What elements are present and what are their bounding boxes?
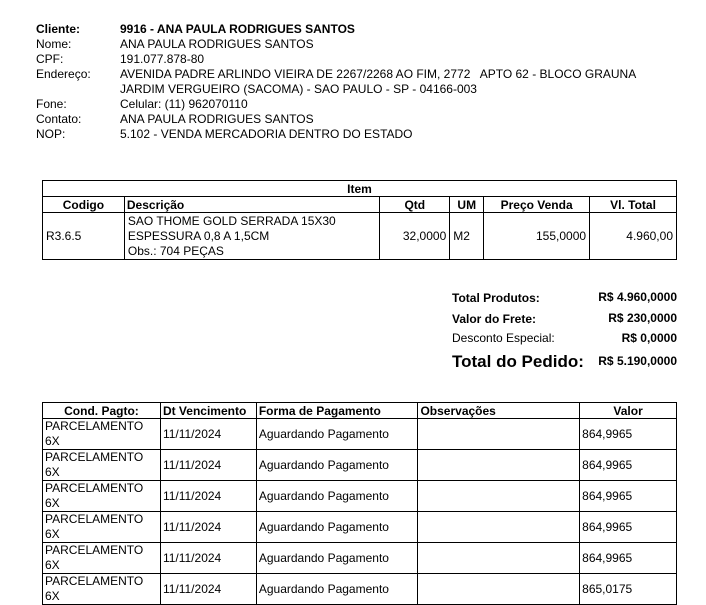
contato-value: ANA PAULA RODRIGUES SANTOS <box>120 112 314 126</box>
payment-venc: 11/11/2024 <box>160 450 256 481</box>
cpf-label: CPF: <box>36 52 64 66</box>
payment-venc: 11/11/2024 <box>160 419 256 450</box>
payment-row <box>43 512 677 543</box>
col-preco: Preço Venda <box>484 197 590 213</box>
item-row <box>43 213 677 260</box>
payment-venc: 11/11/2024 <box>160 481 256 512</box>
item-preco: 155,0000 <box>484 213 590 260</box>
total-produtos-value: R$ 4.960,0000 <box>598 290 677 304</box>
endereco-line1: AVENIDA PADRE ARLINDO VIEIRA DE 2267/2268 AO FIM, 2772 APTO 62 - BLOCO GRAUNA <box>120 67 637 81</box>
item-descricao <box>124 213 379 260</box>
cliente-label: Cliente: <box>36 22 81 36</box>
payment-valor: 864,9965 <box>580 481 677 512</box>
cpf-value: 191.077.878-80 <box>120 52 205 66</box>
payment-valor: 864,9965 <box>580 450 677 481</box>
total-pedido-value: R$ 5.190,0000 <box>598 354 677 368</box>
payment-valor: 865,0175 <box>580 574 677 605</box>
payment-valor: 864,9965 <box>580 543 677 574</box>
total-pedido-label: Total do Pedido: <box>452 352 584 371</box>
nome-value: ANA PAULA RODRIGUES SANTOS <box>120 37 314 51</box>
payment-cond: PARCELAMENTO 6X <box>43 481 161 512</box>
endereco-label: Endereço: <box>36 67 91 81</box>
payment-obs <box>418 543 580 574</box>
cliente-value: 9916 - ANA PAULA RODRIGUES SANTOS <box>120 22 355 36</box>
item-desc-line1: SAO THOME GOLD SERRADA 15X30 <box>127 213 336 228</box>
col-codigo: Codigo <box>43 197 125 213</box>
col-valor: Valor <box>580 403 677 419</box>
payment-row <box>43 450 677 481</box>
item-desc-line2: ESPESSURA 0,8 A 1,5CM <box>127 228 270 243</box>
fone-label: Fone: <box>36 97 67 111</box>
payment-obs <box>418 481 580 512</box>
payment-forma: Aguardando Pagamento <box>256 450 418 481</box>
col-forma-pagamento: Forma de Pagamento <box>256 403 418 419</box>
payment-row <box>43 543 677 574</box>
item-um: M2 <box>450 213 484 260</box>
payment-obs <box>418 450 580 481</box>
item-table <box>42 180 677 260</box>
payment-valor: 864,9965 <box>580 512 677 543</box>
item-desc-obs: Obs.: 704 PEÇAS <box>127 243 224 258</box>
payment-forma: Aguardando Pagamento <box>256 512 418 543</box>
payment-cond: PARCELAMENTO 6X <box>43 512 161 543</box>
col-qtd: Qtd <box>380 197 450 213</box>
payment-venc: 11/11/2024 <box>160 574 256 605</box>
col-dt-vencimento: Dt Vencimento <box>160 403 256 419</box>
payment-obs <box>418 512 580 543</box>
item-qtd: 32,0000 <box>380 213 450 260</box>
desconto-label: Desconto Especial: <box>452 331 555 345</box>
payment-cond: PARCELAMENTO 6X <box>43 574 161 605</box>
payment-cond: PARCELAMENTO 6X <box>43 543 161 574</box>
fone-value: Celular: (11) 962070110 <box>120 97 248 111</box>
payment-row <box>43 481 677 512</box>
payment-obs <box>418 419 580 450</box>
item-total: 4.960,00 <box>590 213 677 260</box>
payment-row <box>43 574 677 605</box>
payment-obs <box>418 574 580 605</box>
payment-forma: Aguardando Pagamento <box>256 574 418 605</box>
contato-label: Contato: <box>36 112 82 126</box>
payment-cond: PARCELAMENTO 6X <box>43 450 161 481</box>
col-observacoes: Observações <box>418 403 580 419</box>
item-table-title: Item <box>43 181 677 197</box>
item-codigo: R3.6.5 <box>43 213 125 260</box>
total-produtos-label: Total Produtos: <box>452 291 540 305</box>
nop-value: 5.102 - VENDA MERCADORIA DENTRO DO ESTADO <box>120 127 413 141</box>
payment-venc: 11/11/2024 <box>160 543 256 574</box>
payment-forma: Aguardando Pagamento <box>256 543 418 574</box>
payment-row <box>43 419 677 450</box>
payment-table <box>42 402 677 605</box>
endereco-line2: JARDIM VERGUEIRO (SACOMA) - SAO PAULO - SP - 04166-003 <box>120 82 477 96</box>
payment-venc: 11/11/2024 <box>160 512 256 543</box>
nome-label: Nome: <box>36 37 72 51</box>
col-um: UM <box>450 197 484 213</box>
col-total: Vl. Total <box>590 197 677 213</box>
nop-label: NOP: <box>36 127 66 141</box>
valor-frete-label: Valor do Frete: <box>452 312 537 326</box>
payment-cond: PARCELAMENTO 6X <box>43 419 161 450</box>
col-descricao: Descrição <box>124 197 379 213</box>
payment-forma: Aguardando Pagamento <box>256 481 418 512</box>
col-cond-pagto: Cond. Pagto: <box>43 403 161 419</box>
payment-forma: Aguardando Pagamento <box>256 419 418 450</box>
payment-valor: 864,9965 <box>580 419 677 450</box>
desconto-value: R$ 0,0000 <box>621 331 677 345</box>
valor-frete-value: R$ 230,0000 <box>608 311 677 325</box>
